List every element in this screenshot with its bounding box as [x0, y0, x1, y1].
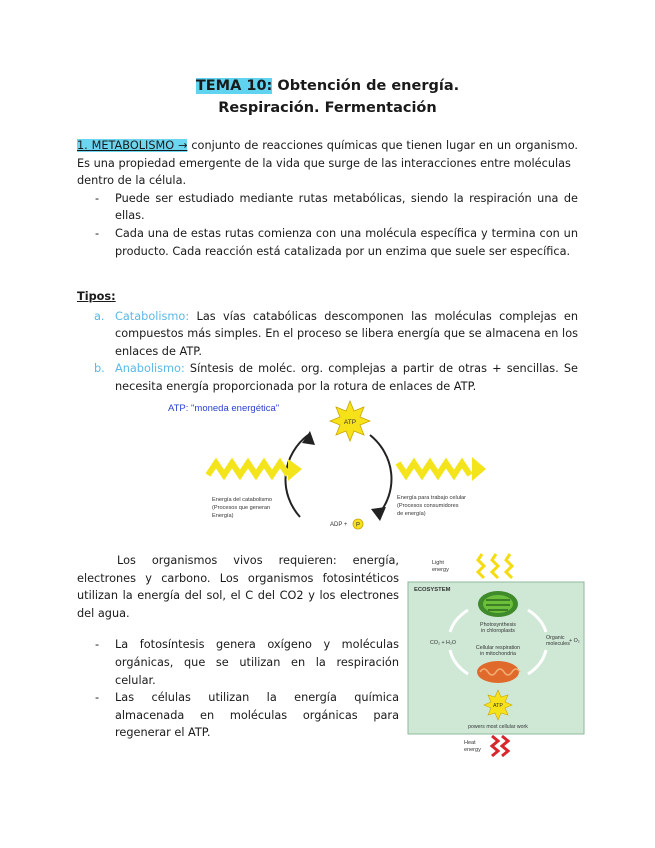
light-energy-label-1: Light — [432, 560, 444, 566]
tipos-heading: Tipos: — [77, 290, 116, 303]
list-item: - La fotosíntesis genera oxígeno y moléculas orgánicas, que se utilizan en la respiración celular. — [95, 638, 399, 687]
list-item: - Puede ser estudiado mediante rutas metabólicas, siendo la respiración una de ellas. — [95, 191, 578, 223]
metabolismo-paragraph — [77, 137, 578, 172]
photosynthesis-label-2: in chloroplasts — [481, 628, 515, 634]
list-item: - Las células utilizan la energía química almacenada en moléculas orgánicas para regenerar el ATP. — [95, 691, 399, 740]
co2-label: CO₂ + H₂O — [430, 640, 457, 646]
right-arrowhead — [371, 507, 386, 521]
metabolismo-section — [77, 137, 578, 260]
atp-label: ATP — [343, 419, 357, 426]
left-zigzag-arrow — [208, 463, 288, 475]
heat-energy-label-1: Heat — [464, 740, 476, 746]
tipos-section — [77, 288, 578, 396]
p-label: P — [355, 522, 361, 529]
bullet-text: Las células utilizan la energía química almacenada en moléculas orgánicas para regenerar el ATP. — [115, 691, 399, 740]
right-zigzag-arrow — [398, 463, 470, 475]
term-catabolismo: Catabolismo: — [115, 309, 190, 323]
item-marker: a. — [94, 309, 105, 323]
right-arc — [370, 435, 391, 515]
atp-diagram-title: ATP: "moneda energética" — [168, 403, 280, 414]
organic-label-1: Organic — [546, 635, 565, 641]
light-energy-icon — [478, 554, 512, 578]
bullet-text: La fotosíntesis genera oxígeno y moléculas orgánicas, que se utilizan en la respiración celular. — [115, 638, 399, 687]
right-zigzag-head — [472, 457, 486, 481]
respiration-label-2: in mitochondria — [480, 651, 516, 657]
organic-label-2: molecules — [546, 641, 570, 647]
organismos-paragraph: Los organismos vivos requieren: energía, electrones y carbono. Los organismos fotosintéticos utilizan la energía del sol, el C del CO2 y los electrones del agua. — [77, 554, 399, 620]
list-item — [77, 360, 578, 395]
left-caption-3: Energía) — [212, 513, 234, 519]
respiration-label-1: Cellular respiration — [475, 645, 521, 651]
ecosystem-diagram — [406, 550, 586, 762]
chloroplast-icon — [478, 591, 518, 617]
item-marker: b. — [94, 362, 105, 376]
organismos-section — [77, 552, 399, 742]
page-subtitle: Respiración. Fermentación — [218, 100, 437, 116]
photosynthesis-label-1: Photosynthesis — [480, 622, 516, 628]
metabolismo-heading: 1. METABOLISMO → — [77, 139, 188, 152]
heat-energy-label-2: energy — [464, 747, 481, 753]
adp-label: ADP + — [330, 522, 348, 528]
metabolismo-text: conjunto de reacciones químicas que tienen lugar en un organismo. Es una propiedad emergente de la vida que surge de las interacciones entre moléculas — [77, 139, 578, 170]
o2-label: + O₂ — [569, 638, 580, 644]
list-item: - Cada una de estas rutas comienza con una molécula específica y termina con un producto. Cada reacción está catalizada por un enzima que suele ser específica. — [95, 226, 578, 258]
bullet-text: Puede ser estudiado mediante rutas metabólicas, siendo la respiración una de ellas. — [115, 191, 578, 223]
atp-cycle-diagram — [160, 397, 490, 537]
ecosystem-label: ECOSYSTEM — [414, 587, 451, 593]
term-text: Las vías catabólicas descomponen las moléculas complejas en compuestos más simples. En el proceso se libera energía que se almacena en los enlaces de ATP. — [115, 309, 578, 358]
powers-label: powers most cellular work — [468, 724, 528, 730]
right-caption-2: (Procesos consumidores — [397, 503, 459, 509]
light-energy-label-2: energy — [432, 567, 449, 573]
left-caption-1: Energía del catabolismo — [212, 497, 273, 503]
term-anabolismo: Anabolismo: — [115, 362, 185, 376]
term-text: Síntesis de moléc. org. complejas a partir de otras + sencillas. Se necesita energía proporcionada por la rotura de enlaces de ATP. — [115, 362, 578, 393]
title-rest: Obtención de energía. — [272, 78, 460, 94]
right-caption-3: de energía) — [397, 511, 426, 517]
heat-energy-icon — [492, 736, 508, 756]
title-label: TEMA 10: — [195, 78, 273, 94]
metabolismo-text-2: dentro de la célula. — [77, 174, 187, 188]
page-title — [0, 78, 655, 94]
left-caption-2: (Procesos que generan — [212, 505, 271, 511]
right-caption-1: Energía para trabajo celular — [397, 495, 467, 501]
left-zigzag-head — [288, 459, 302, 481]
bullet-text: Cada una de estas rutas comienza con una molécula específica y termina con un producto. Cada reacción está catalizada por un enzima que suele ser específica. — [115, 226, 578, 258]
eco-atp-label: ATP — [493, 703, 503, 709]
list-item — [77, 308, 578, 361]
